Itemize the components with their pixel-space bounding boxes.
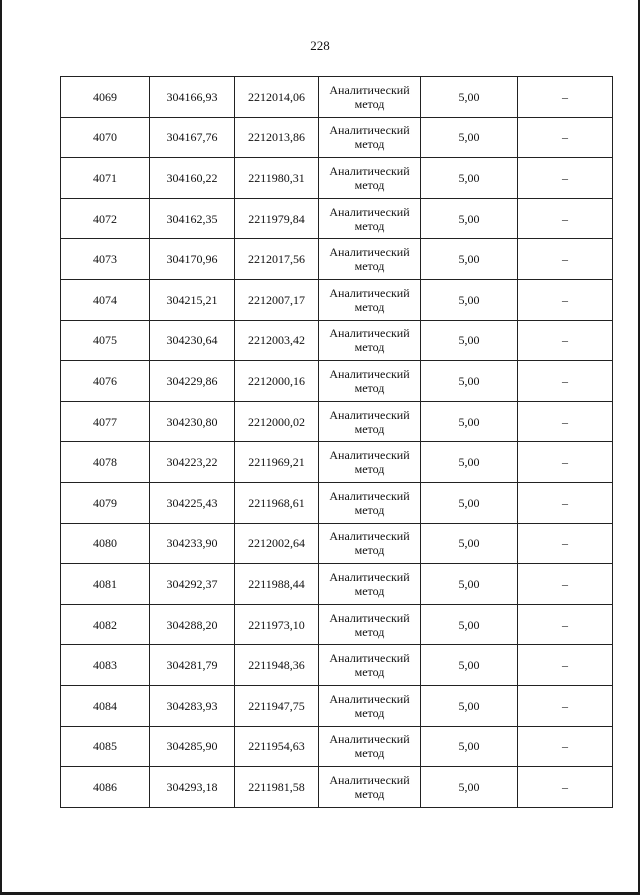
- accuracy-value-cell: 5,00: [421, 482, 518, 523]
- accuracy-value-cell: 5,00: [421, 361, 518, 402]
- method-cell: [319, 726, 421, 767]
- coordinate-y-cell: 2211988,44: [235, 564, 319, 605]
- coordinate-y-cell: 2212007,17: [235, 279, 319, 320]
- table-row: [61, 564, 613, 605]
- method-line-2: метод: [354, 177, 385, 192]
- accuracy-value-cell: 5,00: [421, 239, 518, 280]
- coordinate-x-cell: 304230,64: [150, 320, 235, 361]
- coordinate-x-cell: 304223,22: [150, 442, 235, 483]
- table-row: [61, 685, 613, 726]
- coordinate-y-cell: 2212000,02: [235, 401, 319, 442]
- method-line-2: метод: [354, 624, 385, 639]
- method-cell: [319, 361, 421, 402]
- point-number-cell: 4071: [61, 158, 150, 199]
- coordinate-y-cell: 2212000,16: [235, 361, 319, 402]
- table-row: [61, 604, 613, 645]
- note-cell: –: [518, 401, 613, 442]
- method-line-2: метод: [354, 259, 385, 274]
- point-number-cell: 4086: [61, 767, 150, 808]
- coordinate-y-cell: 2211979,84: [235, 198, 319, 239]
- method-line-1: Аналитический: [329, 163, 410, 178]
- method-cell: [319, 564, 421, 605]
- point-number-cell: 4076: [61, 361, 150, 402]
- coordinate-y-cell: 2211954,63: [235, 726, 319, 767]
- accuracy-value-cell: 5,00: [421, 726, 518, 767]
- note-cell: –: [518, 117, 613, 158]
- method-cell: [319, 77, 421, 118]
- point-number-cell: 4073: [61, 239, 150, 280]
- method-line-1: Аналитический: [329, 326, 410, 341]
- note-cell: –: [518, 645, 613, 686]
- accuracy-value-cell: 5,00: [421, 77, 518, 118]
- note-cell: –: [518, 564, 613, 605]
- method-line-2: метод: [354, 665, 385, 680]
- point-number-cell: 4079: [61, 482, 150, 523]
- method-line-2: метод: [354, 705, 385, 720]
- note-cell: –: [518, 239, 613, 280]
- method-line-2: метод: [354, 380, 385, 395]
- method-cell: [319, 645, 421, 686]
- method-line-2: метод: [354, 583, 385, 598]
- method-cell: [319, 279, 421, 320]
- method-line-1: Аналитический: [329, 651, 410, 666]
- note-cell: –: [518, 361, 613, 402]
- method-cell: [319, 442, 421, 483]
- coordinate-y-cell: 2212014,06: [235, 77, 319, 118]
- method-line-1: Аналитический: [329, 366, 410, 381]
- page-number: 228: [310, 38, 330, 53]
- method-line-1: Аналитический: [329, 82, 410, 97]
- point-number-cell: 4077: [61, 401, 150, 442]
- accuracy-value-cell: 5,00: [421, 117, 518, 158]
- accuracy-value-cell: 5,00: [421, 401, 518, 442]
- accuracy-value-cell: 5,00: [421, 320, 518, 361]
- coordinate-x-cell: 304225,43: [150, 482, 235, 523]
- coordinate-x-cell: 304292,37: [150, 564, 235, 605]
- table-row: [61, 361, 613, 402]
- point-number-cell: 4085: [61, 726, 150, 767]
- accuracy-value-cell: 5,00: [421, 767, 518, 808]
- method-cell: [319, 239, 421, 280]
- coordinate-x-cell: 304215,21: [150, 279, 235, 320]
- method-cell: [319, 320, 421, 361]
- point-number-cell: 4080: [61, 523, 150, 564]
- accuracy-value-cell: 5,00: [421, 523, 518, 564]
- note-cell: –: [518, 279, 613, 320]
- coordinate-y-cell: 2212017,56: [235, 239, 319, 280]
- note-cell: –: [518, 158, 613, 199]
- coordinate-y-cell: 2211973,10: [235, 604, 319, 645]
- note-cell: –: [518, 523, 613, 564]
- method-line-1: Аналитический: [329, 732, 410, 747]
- coordinate-x-cell: 304230,80: [150, 401, 235, 442]
- point-number-cell: 4078: [61, 442, 150, 483]
- table-row: [61, 77, 613, 118]
- note-cell: –: [518, 320, 613, 361]
- method-cell: [319, 117, 421, 158]
- method-line-2: метод: [354, 421, 385, 436]
- coordinate-x-cell: 304170,96: [150, 239, 235, 280]
- table-row: [61, 767, 613, 808]
- method-cell: [319, 158, 421, 199]
- method-cell: [319, 767, 421, 808]
- coordinate-x-cell: 304229,86: [150, 361, 235, 402]
- accuracy-value-cell: 5,00: [421, 685, 518, 726]
- method-line-1: Аналитический: [329, 245, 410, 260]
- table-row: [61, 523, 613, 564]
- coordinate-y-cell: 2211947,75: [235, 685, 319, 726]
- table-row: [61, 442, 613, 483]
- accuracy-value-cell: 5,00: [421, 442, 518, 483]
- table-row: [61, 726, 613, 767]
- coordinates-table: [60, 76, 613, 808]
- table-row: [61, 645, 613, 686]
- coordinate-y-cell: 2212013,86: [235, 117, 319, 158]
- method-line-2: метод: [354, 746, 385, 761]
- accuracy-value-cell: 5,00: [421, 604, 518, 645]
- coordinate-x-cell: 304285,90: [150, 726, 235, 767]
- note-cell: –: [518, 77, 613, 118]
- method-line-1: Аналитический: [329, 407, 410, 422]
- table-row: [61, 482, 613, 523]
- method-line-1: Аналитический: [329, 123, 410, 138]
- point-number-cell: 4084: [61, 685, 150, 726]
- table-row: [61, 239, 613, 280]
- table-row: [61, 279, 613, 320]
- coordinate-y-cell: 2211948,36: [235, 645, 319, 686]
- coordinate-x-cell: 304162,35: [150, 198, 235, 239]
- method-line-1: Аналитический: [329, 285, 410, 300]
- coordinate-y-cell: 2211981,58: [235, 767, 319, 808]
- coordinate-x-cell: 304160,22: [150, 158, 235, 199]
- coordinate-x-cell: 304233,90: [150, 523, 235, 564]
- method-line-1: Аналитический: [329, 569, 410, 584]
- method-line-2: метод: [354, 137, 385, 152]
- note-cell: –: [518, 767, 613, 808]
- point-number-cell: 4081: [61, 564, 150, 605]
- coordinate-y-cell: 2211980,31: [235, 158, 319, 199]
- table-row: [61, 158, 613, 199]
- accuracy-value-cell: 5,00: [421, 198, 518, 239]
- coordinate-x-cell: 304281,79: [150, 645, 235, 686]
- note-cell: –: [518, 726, 613, 767]
- coordinate-x-cell: 304283,93: [150, 685, 235, 726]
- accuracy-value-cell: 5,00: [421, 645, 518, 686]
- method-line-2: метод: [354, 299, 385, 314]
- method-cell: [319, 523, 421, 564]
- method-line-1: Аналитический: [329, 772, 410, 787]
- method-line-1: Аналитический: [329, 448, 410, 463]
- accuracy-value-cell: 5,00: [421, 564, 518, 605]
- point-number-cell: 4070: [61, 117, 150, 158]
- point-number-cell: 4075: [61, 320, 150, 361]
- point-number-cell: 4083: [61, 645, 150, 686]
- coordinate-x-cell: 304293,18: [150, 767, 235, 808]
- coordinate-x-cell: 304167,76: [150, 117, 235, 158]
- note-cell: –: [518, 198, 613, 239]
- coordinates-table-body: [61, 77, 613, 808]
- coordinate-y-cell: 2212002,64: [235, 523, 319, 564]
- point-number-cell: 4069: [61, 77, 150, 118]
- method-line-1: Аналитический: [329, 610, 410, 625]
- note-cell: –: [518, 482, 613, 523]
- method-cell: [319, 198, 421, 239]
- coordinate-y-cell: 2212003,42: [235, 320, 319, 361]
- note-cell: –: [518, 604, 613, 645]
- table-row: [61, 320, 613, 361]
- table-row: [61, 117, 613, 158]
- method-cell: [319, 604, 421, 645]
- method-line-2: метод: [354, 543, 385, 558]
- method-line-2: метод: [354, 96, 385, 111]
- coordinate-y-cell: 2211968,61: [235, 482, 319, 523]
- method-line-2: метод: [354, 502, 385, 517]
- method-cell: [319, 401, 421, 442]
- method-line-2: метод: [354, 218, 385, 233]
- table-row: [61, 401, 613, 442]
- coordinate-y-cell: 2211969,21: [235, 442, 319, 483]
- point-number-cell: 4072: [61, 198, 150, 239]
- method-line-1: Аналитический: [329, 529, 410, 544]
- method-line-1: Аналитический: [329, 691, 410, 706]
- accuracy-value-cell: 5,00: [421, 158, 518, 199]
- method-line-2: метод: [354, 786, 385, 801]
- accuracy-value-cell: 5,00: [421, 279, 518, 320]
- method-line-1: Аналитический: [329, 204, 410, 219]
- coordinate-x-cell: 304288,20: [150, 604, 235, 645]
- note-cell: –: [518, 442, 613, 483]
- point-number-cell: 4082: [61, 604, 150, 645]
- method-line-1: Аналитический: [329, 488, 410, 503]
- note-cell: –: [518, 685, 613, 726]
- coordinate-x-cell: 304166,93: [150, 77, 235, 118]
- point-number-cell: 4074: [61, 279, 150, 320]
- table-row: [61, 198, 613, 239]
- method-line-2: метод: [354, 462, 385, 477]
- method-line-2: метод: [354, 340, 385, 355]
- method-cell: [319, 482, 421, 523]
- method-cell: [319, 685, 421, 726]
